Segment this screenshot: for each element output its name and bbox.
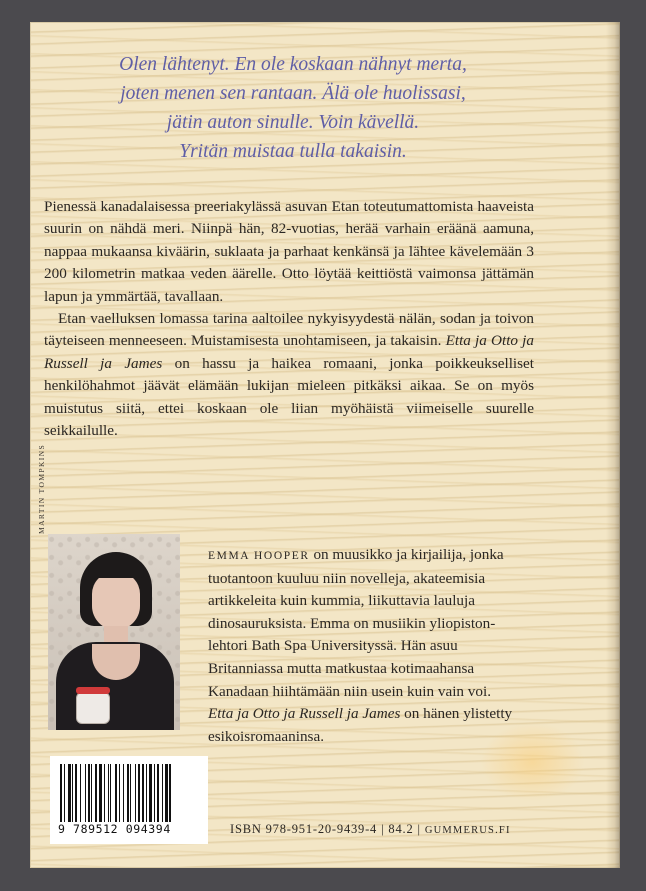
barcode-bar <box>75 764 77 822</box>
barcode-bar <box>60 764 62 822</box>
barcode-bar <box>149 764 152 822</box>
barcode-bar <box>154 764 155 822</box>
barcode-bar <box>123 764 124 822</box>
barcode-bar <box>157 764 159 822</box>
barcode-bars <box>60 764 196 822</box>
barcode-label <box>50 756 208 844</box>
blurb-paragraph-1: Pienessä kanadalaisessa preeriakylässä asuvan Etan toteutumattomista haaveista suurin on nähdä meri. Niinpä hän, 82-vuotias, herää varhain eräänä aamuna, nappaa mukaansa kiväärin, suklaata ja parhaat kenkänsä ja lähtee kävelemään 3 200 kilometrin matkaa veden äärelle. Otto löytää keittiöstä vaimonsa jättämän lapun ja ymmärtää, tavallaan. <box>44 198 534 305</box>
bio-text: on muusikko ja kirjailija, jonka <box>309 546 504 563</box>
isbn-line <box>230 822 511 837</box>
bio-line: Kanadaan hiihtämään niin usein kuin vain voi. <box>208 682 492 700</box>
bio-line: tuotantoon kuuluu niin novelleja, akateemisia <box>208 569 486 587</box>
quote-line: Yritän muistaa tulla takaisin. <box>179 141 407 162</box>
bio-line: dinosauruksista. Emma on musiikin yliopiston- <box>208 614 496 632</box>
barcode-bar <box>99 764 102 822</box>
barcode-bar <box>80 764 81 822</box>
isbn: ISBN 978-951-20-9439-4 <box>230 822 378 836</box>
cover-quote <box>58 50 528 166</box>
author-bio <box>208 544 530 748</box>
barcode-bar <box>142 764 144 822</box>
barcode-bar <box>146 764 147 822</box>
barcode-bar <box>72 764 73 822</box>
barcode-bar <box>119 764 120 822</box>
barcode-bar <box>88 764 90 822</box>
book-title-inline: Etta ja Otto ja Russell ja James <box>44 332 534 372</box>
book-title-inline: Etta ja Otto ja Russell ja James <box>208 705 401 723</box>
barcode-bar <box>169 764 171 822</box>
barcode-bar <box>135 764 136 822</box>
quote-line: jätin auton sinulle. Voin kävellä. <box>166 112 420 133</box>
bio-line: artikkeleita kuin kummia, liikuttavia lauluja <box>208 592 475 610</box>
publisher-url: GUMMERUS.FI <box>424 825 511 836</box>
barcode-bar <box>162 764 163 822</box>
author-photo <box>48 534 180 730</box>
barcode-bar <box>110 764 111 822</box>
barcode-bar <box>165 764 168 822</box>
barcode-bar <box>108 764 109 822</box>
barcode-bar <box>64 764 65 822</box>
barcode-bar <box>115 764 117 822</box>
separator: | <box>381 822 385 836</box>
blurb-text: on hassu ja haikea romaani, jonka poikkeukselliset henkilöhahmot jäävät elämään lukijan mieleen pitkäksi aikaa. Se on myös muistutus siitä, ettei koskaan ole liian myöhäistä viimeiselle suurelle seikkailulle. <box>44 354 535 440</box>
bio-line: esikoisromaaninsa. <box>208 727 324 745</box>
photo-credit: MARTIN TOMPKINS <box>37 443 46 534</box>
bio-line: lehtori Bath Spa Universityssä. Hän asuu <box>208 637 458 655</box>
barcode-number: 9 789512 094394 <box>58 822 171 836</box>
author-name: EMMA HOOPER <box>208 550 310 562</box>
bio-text: on hänen ylistetty <box>400 705 513 723</box>
book-blurb <box>44 196 534 442</box>
barcode-bar <box>85 764 86 822</box>
barcode-bar <box>127 764 129 822</box>
classification: 84.2 <box>388 822 414 836</box>
quote-line: Olen lähtenyt. En ole koskaan nähnyt merta, <box>119 54 467 75</box>
separator: | <box>417 822 421 836</box>
blurb-text: Etan vaelluksen lomassa tarina aaltoilee nykyisyydestä nälän, sodan ja toivon täyteiseen menneeseen. Muistamisesta unohtamiseen, ja takaisin. <box>44 310 534 350</box>
barcode-bar <box>104 764 105 822</box>
barcode-bar <box>68 764 71 822</box>
barcode-bar <box>138 764 140 822</box>
bio-line: Britanniassa mutta matkustaa kotimaahansa <box>208 659 475 677</box>
barcode-bar <box>130 764 131 822</box>
barcode-bar <box>95 764 97 822</box>
blurb-paragraph-2 <box>44 308 534 442</box>
cover-edge <box>606 22 620 868</box>
barcode-bar <box>91 764 92 822</box>
quote-line: joten menen sen rantaan. Älä ole huolissasi, <box>120 83 466 104</box>
